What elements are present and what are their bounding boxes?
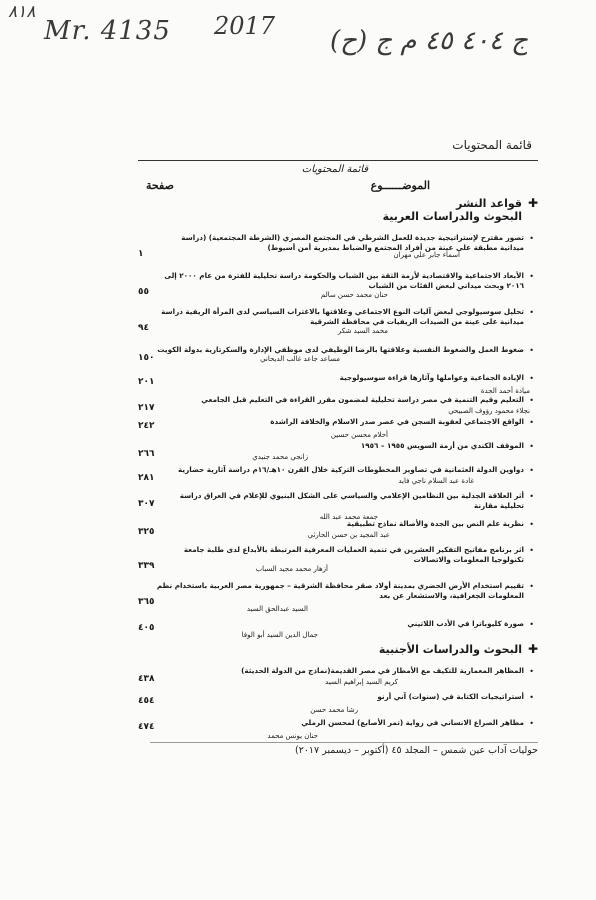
bullet-icon: • [529, 346, 534, 355]
entry-author: أسماء جابر علي مهران [393, 251, 460, 259]
toc-entry [132, 491, 538, 519]
entry-title: مظاهر الصراع الانساني في رواية (تمر الأصابع) لمحسن الرملي [301, 718, 524, 727]
cross-icon: ✚ [527, 196, 538, 210]
entry-page-number: ٢٠١ [138, 377, 155, 387]
toc-entry [132, 718, 538, 744]
entry-page-number: ٢٤٢ [138, 421, 155, 431]
toc-entry [132, 545, 538, 581]
bullet-icon: • [529, 272, 534, 281]
toc-entry [132, 581, 538, 619]
toc-entry [132, 233, 538, 271]
entry-title: أستراتيجيات الكتابة في (سنوات) آني أرنو [377, 692, 524, 701]
toc-heading: قائمة المحتويات [301, 164, 369, 175]
toc-entry [132, 271, 538, 307]
entry-page-number: ٤٥٤ [138, 696, 155, 706]
bullet-icon: • [529, 719, 534, 728]
toc-entry [132, 519, 538, 545]
entry-page-number: ٣٦٥ [138, 597, 155, 607]
entry-author: حنان محمد حسن سالم [320, 291, 388, 299]
toc-entry [132, 373, 538, 395]
entry-title: الأبعاد الاجتماعية والاقتصادية لأزمة الثقة بين الشباب والحكومة دراسة تحليلية للفترة من عام ٢٠٠٠ إلى ٢٠١٦ وبحث ميداني لبعض الفئات من الشباب [164, 271, 524, 290]
bullet-icon: • [529, 396, 534, 405]
bullet-icon: • [529, 620, 534, 629]
entry-page-number: ٢٦٦ [138, 449, 155, 459]
toc-entry [132, 441, 538, 465]
entries-foreign [132, 666, 538, 744]
column-page: صفحة [146, 179, 174, 192]
bullet-icon: • [529, 582, 534, 591]
section-heading: ✚ قواعد النشر [456, 196, 538, 210]
entry-title: صورة كليوباترا في الأدب اللاتيني [407, 619, 524, 628]
entry-page-number: ٤٠٥ [138, 623, 155, 633]
bullet-icon: • [529, 520, 534, 529]
bullet-icon: • [529, 466, 534, 475]
toc-entry [132, 465, 538, 491]
entry-page-number: ١ [138, 249, 144, 259]
entry-author: مساعد جاعد غالب الديحاني [260, 355, 340, 363]
entry-page-number: ٥٥ [138, 287, 149, 297]
entry-page-number: ٢٨١ [138, 473, 155, 483]
bullet-icon: • [529, 234, 534, 243]
entry-author: نجلاء محمود رؤوف الصبيحي [448, 407, 530, 415]
entry-author: ميادة أحمد الجدة [480, 387, 530, 395]
bullet-icon: • [529, 418, 534, 427]
toc-entry [132, 307, 538, 345]
entry-page-number: ٩٤ [138, 323, 149, 333]
bullet-icon: • [529, 308, 534, 317]
cross-icon: ✚ [527, 642, 538, 656]
entry-title: دواوين الدولة العثمانية في تصاوير المخطوطات التركية خلال القرن ١٠هـ/١٦م دراسة آثارية حضارية [178, 465, 524, 474]
entry-author: أحلام محسن حسين [330, 431, 388, 439]
entry-title: التعليم وقيم التنمية في مصر دراسة تحليلية لمضمون مقرر القراءة في التعليم قبل الجامعي [201, 395, 524, 404]
column-subject: الموضــــــوع [370, 179, 430, 192]
entry-title: اثر برنامج مفاتيح التفكير العشرين في تنمية العمليات المعرفية المرتبطة بالأبداع لدى طلبة جامعة تكنولوجيا المعلومات والاتصالات [183, 545, 524, 564]
entry-title: تقييم استخدام الأرض الحضري بمدينة أولاد صقر محافظة الشرقية – جمهورية مصر العربية باستخدام نظم المعلومات الجغرافية، والاستشعار عن بعد [156, 581, 524, 600]
entry-title: تصور مقترح لإستراتيجية جديدة للعمل الشرطي في المجتمع المصري (الشرطة المجتمعية) (دراسة ميدانية مطبقة على عينة من أفراد المجتمع والضباط بمديرية أمن أسيوط) [181, 233, 524, 252]
entry-author: جمعة محمد عبد الله [319, 513, 378, 521]
entry-page-number: ٤٣٨ [138, 674, 155, 684]
entry-title: تحليل سوسيولوجي لبعض آليات النوع الاجتماعي وعلاقتها بالاغتراب السياسي لدى المرأة الريفية دراسة ميدانية على عينة من الصيدات الريفيات في محافظة الشرقية [161, 307, 524, 326]
toc-entry [132, 417, 538, 441]
entry-author: زانجي محمد جنيدي [252, 453, 308, 461]
footer-text: حوليات آداب عين شمس – المجلد ٤٥ (أكتوبر – ديسمبر ٢٠١٧) [295, 745, 538, 756]
column-headers [132, 179, 538, 195]
bullet-icon: • [529, 374, 534, 383]
entry-author: حنان يونس محمد [267, 732, 318, 740]
page-title: قائمة المحتويات [452, 138, 532, 152]
footer-divider [150, 742, 538, 743]
entries-arabic [132, 233, 538, 641]
toc-entry [132, 345, 538, 373]
handwritten-note-b: Mr. 4135 [44, 16, 171, 46]
entry-page-number: ٣٢٥ [138, 527, 155, 537]
bullet-icon: • [529, 546, 534, 555]
entry-page-number: ١٥٠ [138, 353, 155, 363]
entry-author: السيد عبدالحق السيد [246, 605, 308, 613]
entry-author: عبد المجيد بن حسن الحارثي [307, 531, 390, 539]
entry-title: الواقع الاجتماعي لعقوبة السجن في عصر صدر الاسلام والخلافة الراشدة [270, 417, 524, 426]
bullet-icon: • [529, 693, 534, 702]
entry-page-number: ٢١٧ [138, 403, 155, 413]
toc-entry [132, 619, 538, 641]
entry-author: جمال الدين السيد أبو الوفا [241, 631, 318, 639]
section-heading: البحوث والدراسات العربية [382, 210, 522, 223]
entry-page-number: ٤٧٤ [138, 722, 155, 732]
bullet-icon: • [529, 492, 534, 501]
bullet-icon: • [529, 667, 534, 676]
entry-author: كريم السيد إبراهيم السيد [325, 678, 398, 686]
entry-title: الإبادة الجماعية وعواملها وآثارها قراءة سوسيولوجية [339, 373, 524, 382]
entry-title: ضغوط العمل والضغوط النفسية وعلاقتها بالرضا الوظيفي لدى موظفي الإدارة والسكرتارية بدولة الكويت [157, 345, 524, 354]
bullet-icon: • [529, 442, 534, 451]
entry-title: أثر العلاقة الجدلية بين النظامين الإعلامي والسياسي على الشكل البنيوي للإعلام في العراق دراسة تحليلية مقارنة [179, 491, 524, 510]
handwritten-note-d: (ح) ج ٤٠٤ ٤٥ م ج [330, 26, 528, 56]
toc-entry [132, 666, 538, 692]
entry-title: نظرية علم النص بين الجدة والأصالة نماذج تطبيقية [346, 519, 524, 528]
section-heading: ✚ البحوث والدراسات الأجنبية [378, 642, 538, 656]
handwritten-note-c: 2017 [214, 12, 276, 40]
entry-title: الموقف الكندي من أزمة السويس ١٩٥٥ – ١٩٥٦ [360, 441, 524, 450]
entry-page-number: ٣٠٧ [138, 499, 155, 509]
header-divider [138, 160, 538, 161]
toc-entry [132, 692, 538, 718]
entry-title: المظاهر المعمارية للتكيف مع الأمطار في مصر القديمة(نماذج من الدولة الحديثة) [241, 666, 524, 675]
handwritten-note-a: ٨١٨ [8, 2, 36, 22]
entry-author: رشا محمد حسن [310, 706, 358, 714]
entry-author: محمد السيد شكر [337, 327, 388, 335]
entry-author: غادة عبد السلام ناجي فايد [398, 477, 474, 485]
entry-page-number: ٣٣٩ [138, 561, 155, 571]
entry-author: أزهار محمد مجيد السباب [255, 565, 328, 573]
table-of-contents [132, 164, 538, 744]
toc-entry [132, 395, 538, 417]
